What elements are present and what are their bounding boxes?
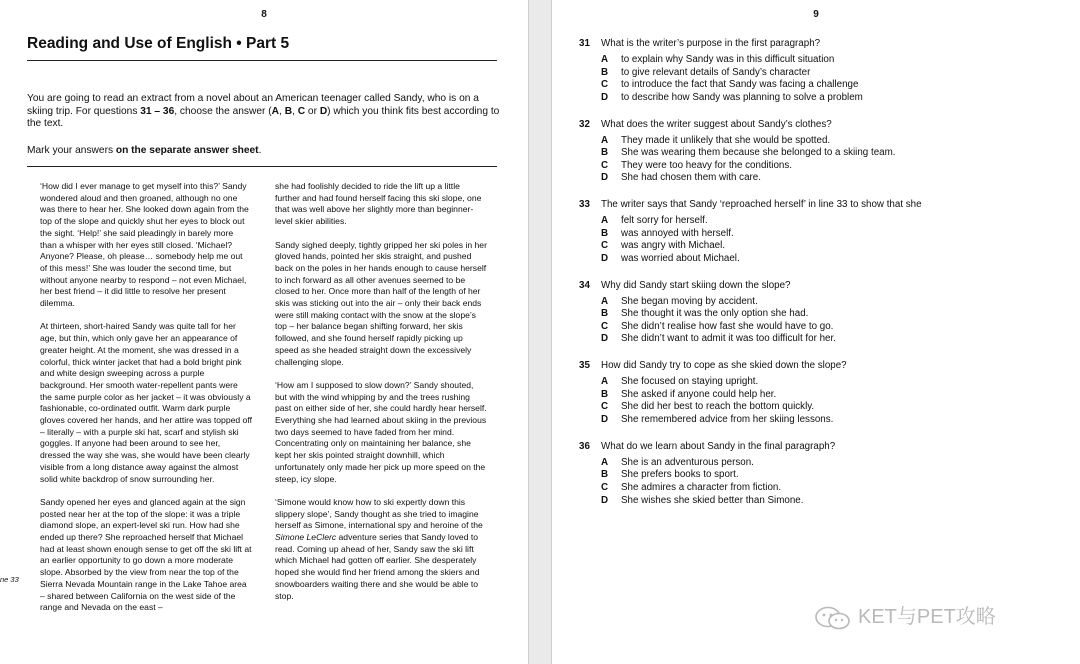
option-b[interactable]: B to give relevant details of Sandy’s character — [601, 66, 811, 78]
option-d[interactable]: D was worried about Michael. — [601, 252, 740, 264]
line-number-marker: ne 33 — [0, 575, 19, 584]
option-c[interactable]: C She did her best to reach the bottom quickly. — [601, 401, 815, 413]
option-list — [579, 457, 1059, 507]
question-stem: What is the writer’s purpose in the first paragraph? — [601, 38, 821, 49]
question-stem: The writer says that Sandy ‘reproached herself’ in line 33 to show that she — [601, 199, 922, 211]
option-a[interactable]: A She focused on staying upright. — [601, 376, 759, 388]
option-a[interactable]: A She began moving by accident. — [601, 295, 758, 307]
text-divider — [27, 166, 497, 167]
option-list — [579, 135, 1059, 185]
option-c[interactable]: C She admires a character from fiction. — [601, 482, 782, 493]
left-page — [0, 0, 529, 664]
option-list — [579, 215, 1059, 265]
question-35 — [579, 359, 1059, 426]
paragraph: ‘Simone would know how to ski expertly down this slippery slope’, Sandy thought as she tried to imagine herself as Simone, international spy and heroine of the Simone LeClerc adventure series that Sandy loved to read. Coming up ahead of her, Sandy saw the ski lift which Michael had gotten off earlier. She desperately hoped she would find her friend among the skiers and snowboarders waiting there and she would be able to stop. — [275, 496, 483, 601]
option-b[interactable]: B She was wearing them because she belonged to a skiing team. — [601, 147, 896, 159]
option-c[interactable]: C She didn’t realise how fast she would have to go. — [601, 320, 834, 332]
option-a[interactable]: A to explain why Sandy was in this difficult situation — [601, 54, 835, 65]
option-b[interactable]: B She prefers books to sport. — [601, 469, 739, 481]
option-d[interactable]: D She had chosen them with care. — [601, 172, 761, 184]
option-d[interactable]: D She remembered advice from her skiing lessons. — [601, 414, 834, 426]
option-d[interactable]: D to describe how Sandy was planning to solve a problem — [601, 91, 863, 103]
option-list — [579, 296, 1059, 346]
question-number: 34 — [579, 279, 590, 291]
text-column-1 — [40, 181, 252, 614]
answer-instruction: Mark your answers on the separate answer sheet. — [27, 145, 262, 156]
title-divider — [27, 60, 497, 61]
watermark-text: KET与PET攻略 — [858, 606, 996, 628]
option-b[interactable]: B was annoyed with herself. — [601, 227, 734, 239]
option-c[interactable]: C They were too heavy for the conditions. — [601, 159, 792, 171]
part-title: Reading and Use of English • Part 5 — [27, 35, 290, 52]
option-b[interactable]: B She asked if anyone could help her. — [601, 388, 777, 400]
question-number: 32 — [579, 118, 590, 130]
option-c[interactable]: C to introduce the fact that Sandy was facing a challenge — [601, 79, 859, 91]
question-stem: How did Sandy try to cope as she skied down the slope? — [601, 360, 847, 372]
right-page — [551, 0, 1080, 664]
option-a[interactable]: A felt sorry for herself. — [601, 215, 708, 227]
text-column-2 — [275, 181, 487, 602]
question-32 — [579, 118, 1059, 185]
option-list — [579, 54, 1059, 104]
option-d[interactable]: D She wishes she skied better than Simone. — [601, 494, 804, 506]
page-number-left: 8 — [261, 9, 267, 20]
option-list — [579, 376, 1059, 426]
option-c[interactable]: C was angry with Michael. — [601, 240, 725, 252]
question-36 — [579, 440, 1059, 507]
question-stem: What does the writer suggest about Sandy’s clothes? — [601, 118, 832, 130]
option-a[interactable]: A She is an adventurous person. — [601, 456, 754, 468]
question-number: 31 — [579, 38, 590, 49]
watermark — [814, 600, 996, 630]
paragraph: she had foolishly decided to ride the lift up a little further and had found herself facing this ski slope, one that was well above her slightly more than beginner-level skier abilities. — [275, 181, 482, 227]
page-number-right: 9 — [813, 9, 819, 20]
question-stem: What do we learn about Sandy in the final paragraph? — [601, 440, 836, 452]
wechat-icon — [814, 606, 852, 630]
paragraph: Sandy opened her eyes and glanced again at the sign posted near her at the top of the slope: it was a triple diamond slope, an expert-level ski run. How had she ended up there? She reproached herself that Michael had at least shown enough sense to get off the ski lift at an earlier opportunity to go down a more moderate slope. Absorbed by the view from near the top of the Sierra Nevada Mountain range in the Lake Tahoe area – shared between California on the west side of the range and Nevada on the east – — [40, 496, 252, 613]
question-number: 36 — [579, 440, 590, 452]
question-34 — [579, 279, 1059, 346]
intro-text: You are going to read an extract from a novel about an American teenager called Sandy, who is on a skiing trip. For questions 31 – 36, choose the answer (A, B, C or D) which you think fits best according to the text. — [27, 93, 500, 129]
question-number: 35 — [579, 360, 590, 372]
question-stem: Why did Sandy start skiing down the slope? — [601, 279, 791, 291]
option-b[interactable]: B She thought it was the only option she had. — [601, 308, 809, 320]
question-31 — [579, 37, 1059, 104]
question-list — [579, 37, 1059, 520]
paragraph: At thirteen, short-haired Sandy was quite tall for her age, but thin, which only gave her an appearance of greater height. At the moment, she was dressed in a colorful, thick winter jacket that had a bold bright pink and white design sweeping across a purple background. Her smooth water-repellent pants were the same purple color as her jacket – it was obviously a fashionable, co-ordinated outfit. Warm dark purple gloves covered her hands, and her attire was topped off – literally – with a purple ski hat, scarf and stylish ski goggles. If anyone had been around to see her, dressed the way she was, she would have been clearly visible from a long distance away against the almost solid white backdrop of snow surrounding her. — [40, 321, 252, 484]
paragraph: ‘How am I supposed to slow down?’ Sandy shouted, but with the wind whipping by and the trees rushing past on either side of her, she could hardly hear herself. Everything she had learned about skiing in the previous two days seemed to have faded from her mind. Concentrating only on maintaining her balance, she kept her skis pointed straight downhill, which unfortunately only made her pick up more speed on the steep, icy slope. — [275, 379, 487, 484]
question-number: 33 — [579, 199, 590, 211]
paragraph: Sandy sighed deeply, tightly gripped her ski poles in her gloved hands, pointed her skis straight, and pushed back on the poles in her hands enough to cause herself to inch forward as all other avenues seemed to be closed to her. Once more than half of the length of her skis was sticking out into the air – only their back ends were still making contact with the snow at the slope’s top – her balance began shifting forward, her skis followed, and she found herself rapidly picking up speed as she headed straight down the excessively challenging slope. — [275, 239, 487, 367]
question-33 — [579, 198, 1059, 265]
paragraph: ‘How did I ever manage to get myself into this?’ Sandy wondered aloud and then groaned, although no one was there to hear her. She looked down again from the top of the slope and quickly shut her eyes to block out the sight. ‘Help!’ she said pleadingly in barely more than a whisper with her eyes still closed. ‘Michael? Anyone? Please, oh please… somebody help me out of this mess!’ She was louder the second time, but without anyone nearby to respond – not even Michael, her best friend – it did little to resolve her present dilemma. — [40, 181, 249, 309]
option-a[interactable]: A They made it unlikely that she would be spotted. — [601, 134, 831, 146]
option-d[interactable]: D She didn’t want to admit it was too difficult for her. — [601, 333, 836, 345]
